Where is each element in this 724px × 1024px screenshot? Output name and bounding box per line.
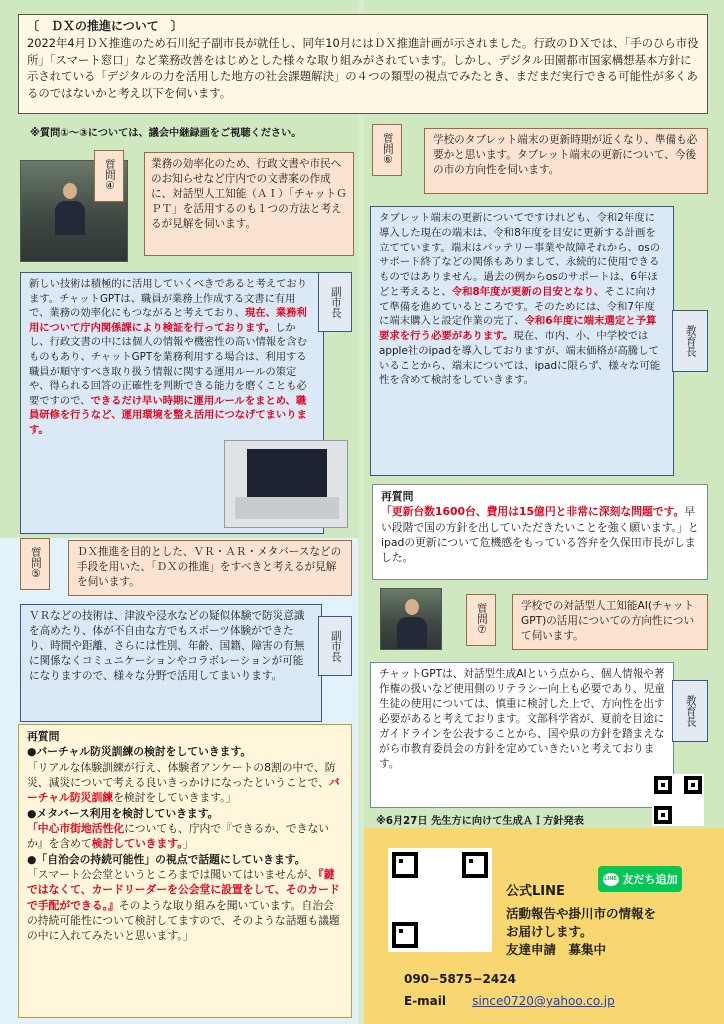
note-bottom: ※6月27日 先生方に向けて生成ＡＩ方針発表 — [376, 816, 584, 827]
laptop-keyboard — [235, 497, 339, 519]
answer-6-speaker-tag: 教育長 — [672, 310, 708, 372]
speaker-2-body — [397, 617, 427, 650]
intro-box — [18, 14, 708, 114]
intro-heading: 〔 ＤＸの推進について 〕 — [27, 19, 183, 33]
requestion-left-box — [18, 724, 352, 1018]
phone-number: 090−5875−2424 — [404, 972, 516, 986]
question-4-tag: 質問④ — [94, 150, 124, 202]
requestion-left-b1-text-1: 「リアルな体験訓練が行え、体験者アンケートの8割の中で、防災、減災について考える良いきっかけになったということで、 — [27, 760, 336, 789]
requestion-left-bullet-1: ●バーチャル防災訓練の検討をしていきます。 — [27, 745, 252, 759]
requestion-right-title: 再質問 — [381, 490, 414, 503]
requestion-right-box — [372, 484, 708, 580]
note-top: ※質問①～③については、議会中継録画をご視聴ください。 — [30, 128, 302, 139]
question-6-tag: 質問⑥ — [372, 124, 402, 176]
answer-6-box — [370, 206, 674, 476]
line-desc-2: お届けします。 — [506, 924, 593, 939]
requestion-left-b3-text-2: そのような取り組みを聞いています。自治会の持続可能性について検討してますので、そのような話題も議題の中に入れてみたいと思います。」 — [27, 898, 340, 943]
answer-4-text-2: しかし、行政文書の中には個人の情報や機密性の高い情報を含むものもあり、チャットGPTを業務利用する場合は、利用する職員が順守すべき取り扱う情報に関する運用ルールの策定や、得られる回答の正確性を判断できる能力を磨くことも必要ですので、 — [29, 321, 308, 407]
requestion-left-b2-text-2: 」 — [182, 837, 194, 851]
requestion-left-b3-text-1: 「スマート公会堂というところまでは聞いてはいませんが、 — [27, 867, 319, 881]
line-add-friend-button[interactable] — [598, 866, 682, 892]
answer-6-text-1: タブレット端末の更新についてですけれども、令和2年度に導入した現在の端末は、令和8年度を目安に更新する計画を立てています。端末はバッテリー事業や故障それから、osのサポート終了などの関係もありまして、永続的に使用できるものではありません。過去の例からosのサポートは、6年ほどと考えると、 — [379, 212, 661, 298]
requestion-left-b2-highlight-2: 検討していきます。 — [91, 837, 183, 851]
requestion-left-title: 再質問 — [27, 730, 60, 743]
question-6-box — [424, 128, 708, 194]
question-5-tag: 質問⑤ — [20, 538, 50, 590]
requestion-left-b2-highlight-1: 「中心市街地活性化 — [27, 821, 125, 835]
answer-7-text: チャットGPTは、対話型生成AIという点から、個人情報や著作権の扱いなど使用側のリテラシー向上も必要であり、児童生徒の使用については、慎重に検討した上で、方向性を出す必要があると考えております。文部科学省が、夏前を目途にガイドラインを公表することから、国や県の方針を踏まえながら市教育委員会の方針を定めていきたいと考えております。 — [379, 668, 665, 771]
question-5-text: ＤＸ推進を目的とした、ＶＲ・ＡＲ・メタバースなどの手段を用いた、「ＤＸの推進」をすべきと考えるが見解を伺います。 — [77, 546, 342, 589]
question-5-box — [68, 540, 352, 596]
requestion-left-bullet-2: ●メタバース利用を検討していきます。 — [27, 806, 219, 820]
speaker-body — [55, 201, 85, 235]
email-row — [404, 994, 615, 1008]
answer-4-speaker-tag: 副市長 — [318, 272, 352, 332]
line-badge-label: 友だち追加 — [622, 873, 678, 886]
answer-5-speaker-tag: 副市長 — [318, 616, 352, 676]
answer-5-text: ＶＲなどの技術は、津波や浸水などの疑似体験で防災意識を高めたり、体が不自由な方でもスポーツ体験ができたり、時間や距離、さらには性別、年齢、国籍、障害の有無に関係なくコミュニケーションやコラボレーションが可能になりますので、様々な分野で活用してまいります。 — [29, 610, 305, 683]
answer-6-highlight-1: 令和8年度が更新の目安となり、 — [451, 285, 605, 298]
speaker-2-head — [405, 599, 419, 615]
answer-5-box — [20, 604, 322, 722]
question-4-box — [144, 152, 354, 256]
laptop-screen — [247, 449, 327, 497]
answer-4-highlight-2: できるだけ早い時期に運用ルールをまとめ、職員研修を行うなど、運用環境を整え活用につなげてまいります。 — [29, 394, 307, 437]
qr-code-small — [652, 774, 704, 826]
question-7-tag: 質問⑦ — [466, 594, 496, 646]
answer-6-highlight-2: 令和6年度に端末選定と予算要求を行う必要があります。 — [379, 315, 657, 343]
line-title: 公式LINE — [506, 884, 565, 899]
line-icon: LINE — [603, 873, 619, 886]
requestion-right-text: 早い段階で国の方針を出していただきたいことを強く願います。」とipadの更新について危機感をもっている答弁を久保田市長がしました。 — [381, 505, 699, 565]
answer-7-speaker-tag: 教育長 — [672, 680, 708, 742]
requestion-left-b1-highlight: バーチャル防災訓練 — [27, 775, 340, 805]
line-desc-1: 活動報告や掛川市の情報を — [506, 906, 657, 921]
requestion-left-b3-highlight: 『鍵ではなくて、カードリーダーを公会堂に設置をして、そのカードで手配ができる。』 — [27, 867, 340, 912]
answer-4-text-1: 新しい技術は積極的に活用していくべきであると考えております。チャットGPTは、職員が業務上作成する文書に有用で、業務の効率化にもつながると考えており、 — [29, 278, 308, 320]
intro-text: 2022年4月ＤＸ推進のため石川紀子副市長が就任し、同年10月にはＤＸ推進計画が示されました。行政のＤＸでは、「手のひら市役所」「スマート窓口」など業務改善をはじめとした様々な取り組みがされています。しかし、デジタル田園都市国家構想基本方針に示されている「デジタルの力を活用した地方の社会課題解決」の４つの類型の視点でみたとき、まだまだ実行できる可能性が多くあるのではないかと考え以下を伺います。 — [27, 36, 699, 100]
line-qr-code — [388, 848, 492, 952]
requestion-left-b1-text-2: を検討をしていきます。」 — [113, 791, 237, 805]
laptop-photo — [224, 440, 348, 528]
question-7-box — [512, 594, 708, 650]
requestion-right-highlight: 「更新台数1600台、費用は15億円と非常に深刻な問題です。 — [381, 505, 685, 519]
requestion-left-b2-text-1: についても、庁内で『できるか、できないか』を含めて — [27, 821, 330, 851]
question-6-text: 学校のタブレット端末の更新時期が近くなり、準備も必要かと思います。タブレット端末の更新について、今後の市の方向性を伺います。 — [433, 134, 698, 177]
email-label: E-mail — [404, 994, 447, 1008]
council-photo-2 — [380, 588, 442, 650]
answer-6-text-2: そこに向けて準備を進めているところです。そのためには、令和7年度に端末購入と設定作業の完了、 — [379, 285, 657, 328]
question-7-text: 学校での対話型人工知能AI(チャットGPT)の活用についての方向性について伺います。 — [521, 600, 695, 643]
answer-6-text-3: 現在、市内、小、中学校ではapple社のipadを導入しておりますが、端末価格が高騰していることから、端末については、ipadに限らず、様々な可能性を含めて検討をしていきます。 — [379, 330, 661, 387]
requestion-left-bullet-3: ●「自治会の持続可能性」の視点で話題にしていきます。 — [27, 852, 306, 866]
line-desc-3: 友達申請 募集中 — [506, 942, 607, 957]
answer-4-highlight-1: 現在、業務利用について庁内関係課により検証を行っております。 — [29, 307, 307, 334]
question-4-text: 業務の効率化のため、行政文書や市民へのお知らせなど庁内での文書案の作成に、対話型人工知能（ＡＩ）「チャットＧＰＴ」を活用するのも１つの方法と考えるが見解を伺います。 — [151, 158, 347, 231]
answer-7-box — [370, 662, 674, 808]
speaker-head — [63, 183, 77, 199]
email-link[interactable]: since0720@yahoo.co.jp — [472, 994, 615, 1008]
